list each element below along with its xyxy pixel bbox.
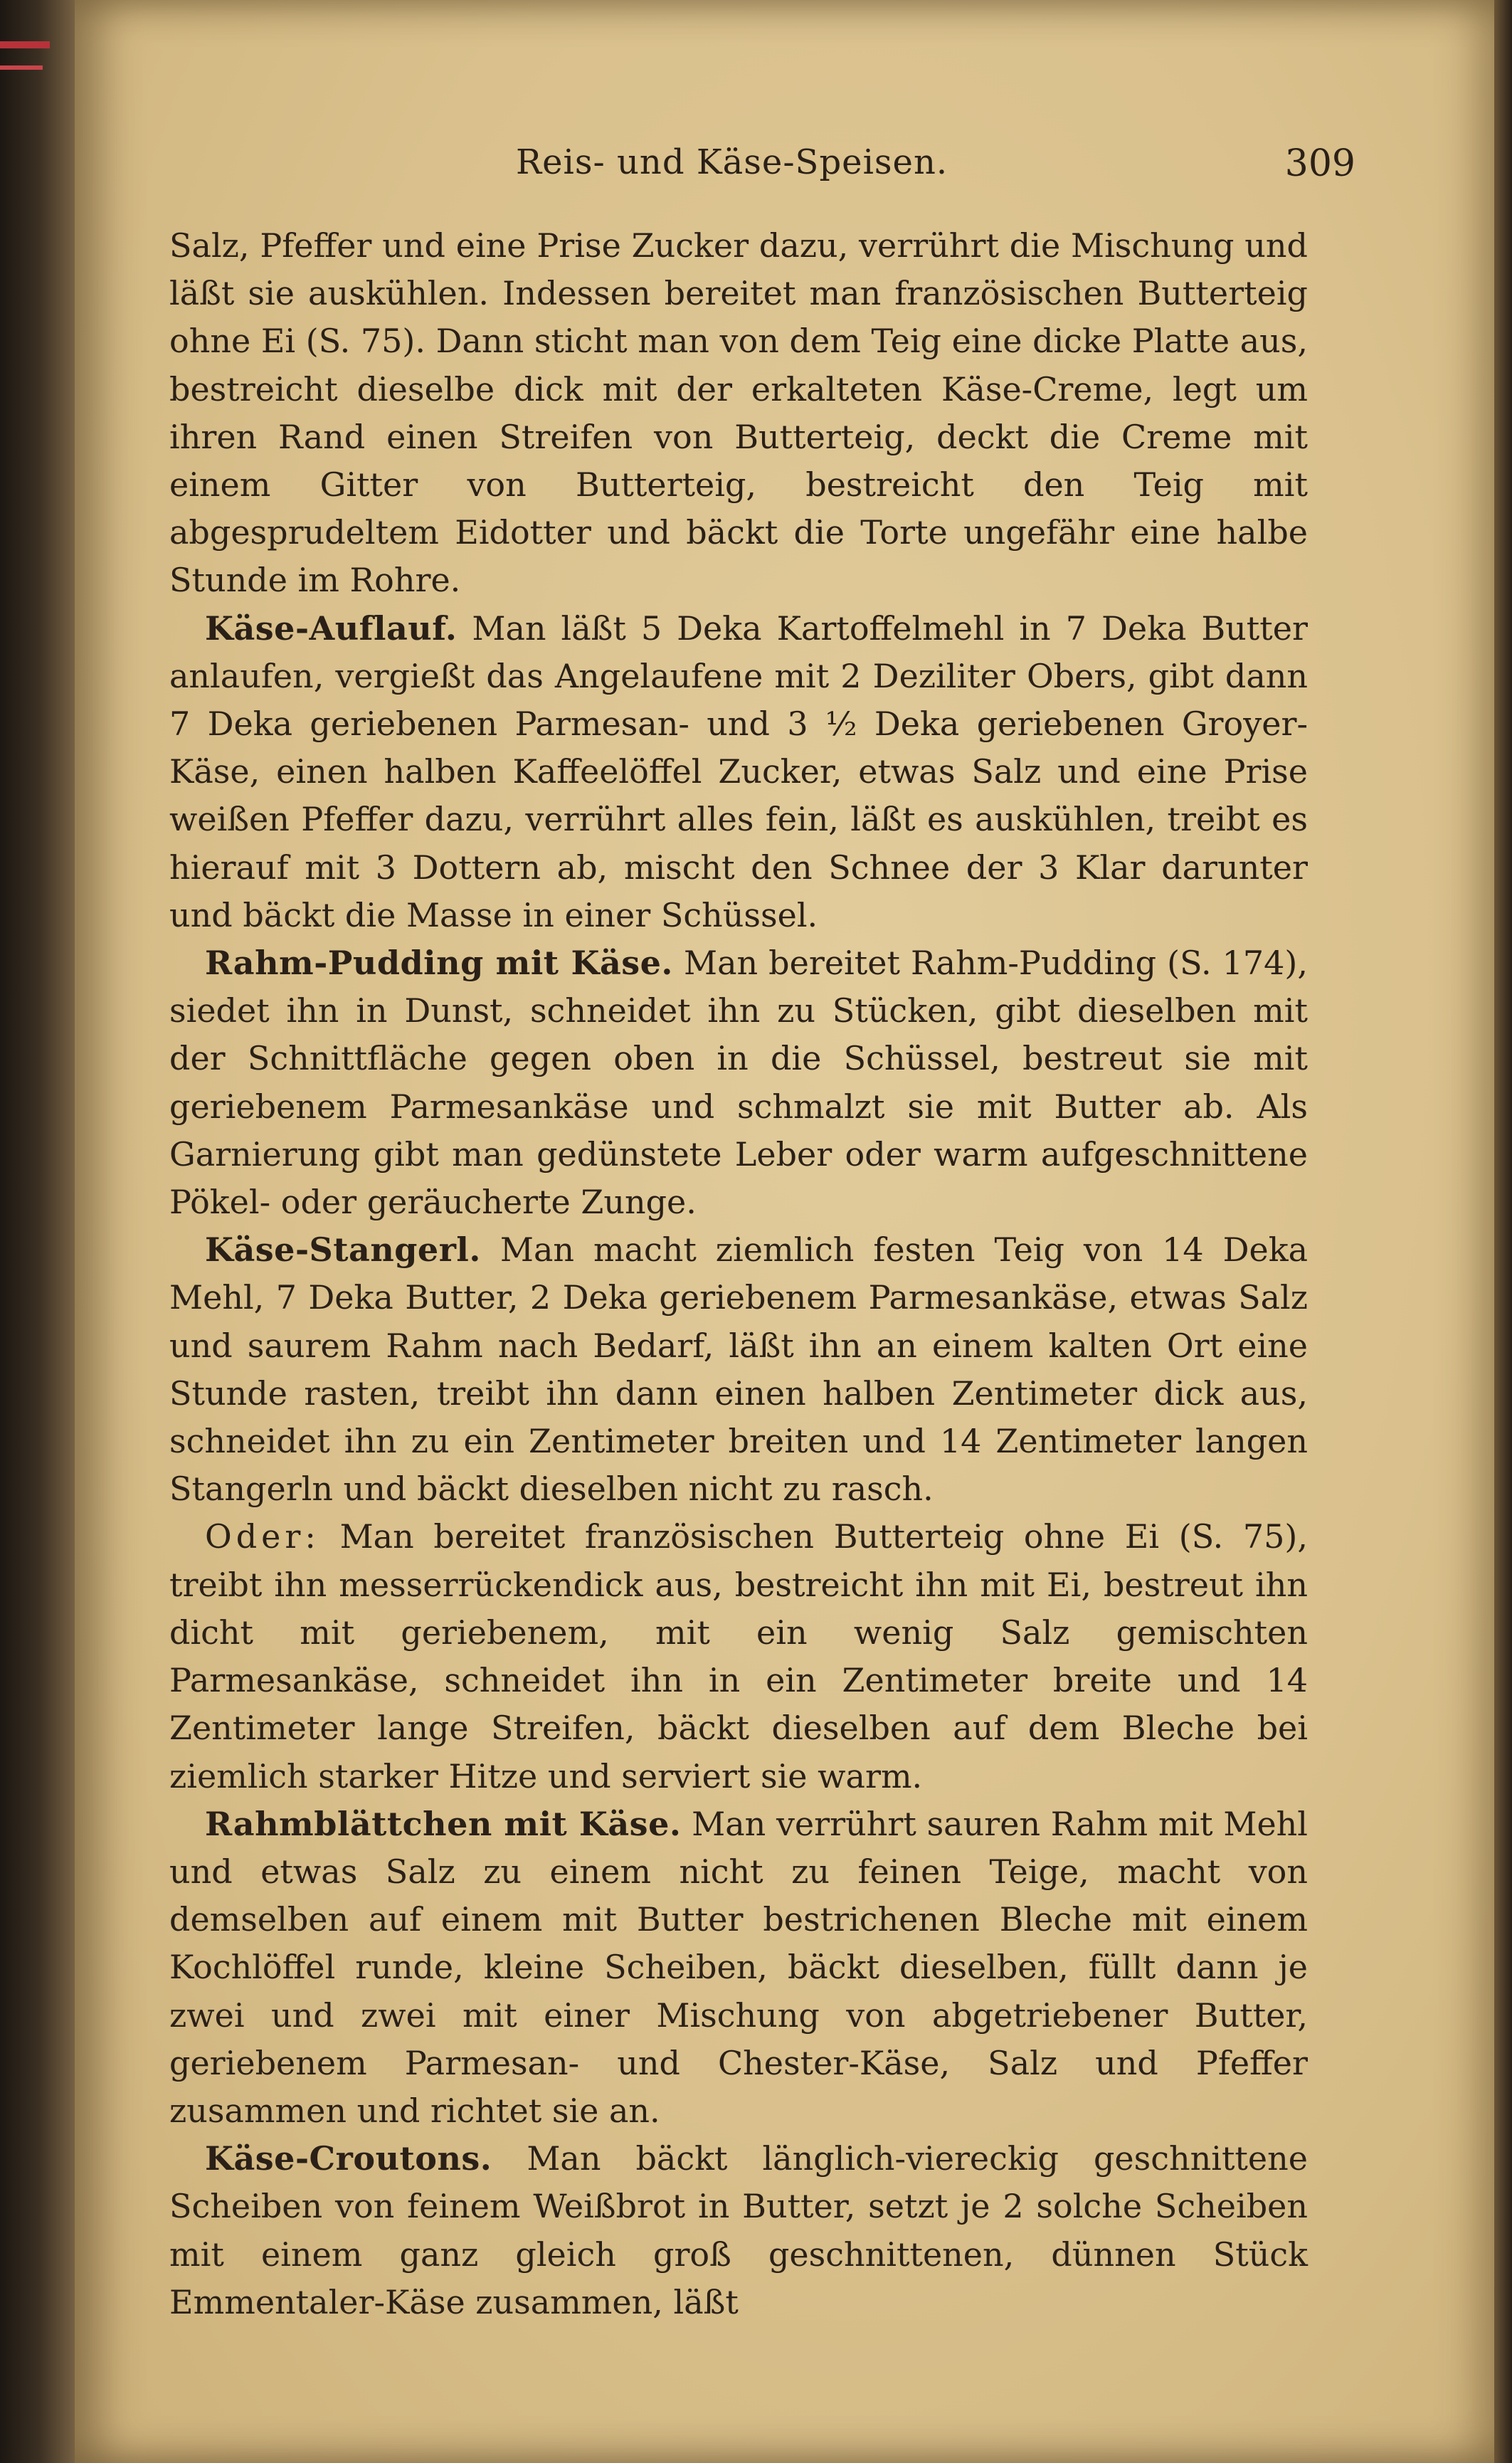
paragraph-continuation xyxy=(169,222,1308,605)
recipe-text: Man läßt 5 Deka Kartoffelmehl in 7 Deka Butter anlaufen, vergießt das Angelaufene mit 2 Deziliter Obers, gibt dann 7 Deka geriebenen Parmesan- und 3 ½ Deka geriebenen Groyer-Käse, einen halben Kaffeelöffel Zucker, etwas Salz und eine Prise weißen Pfeffer dazu, verrührt alles fein, läßt es auskühlen, treibt es hierauf mit 3 Dottern ab, mischt den Schnee der 3 Klar darunter und bäckt die Masse in einer Schüssel. xyxy=(169,608,1308,934)
running-title: Reis- und Käse-Speisen. xyxy=(516,142,948,182)
recipe-kaese-stangerl xyxy=(169,1226,1308,1513)
recipe-heading: Rahmblättchen mit Käse. xyxy=(205,1804,682,1843)
paragraph-text: Salz, Pfeffer und eine Prise Zucker dazu, verrührt die Mischung und läßt sie auskühlen. Indessen bereitet man französischen Butterteig ohne Ei (S. 75). Dann sticht man von dem Teig eine dicke Platte aus, bestreicht dieselbe dick mit der erkalteten Käse-Creme, legt um ihren Rand einen Streifen von Butterteig, deckt die Creme mit einem Gitter von Butterteig, bestreicht den Teig mit abgesprudeltem Eidotter und bäckt die Torte ungefähr eine halbe Stunde im Rohre. xyxy=(169,226,1308,600)
recipe-kaese-auflauf xyxy=(169,605,1308,939)
page-header xyxy=(516,142,1355,192)
page-number: 309 xyxy=(1284,142,1355,185)
recipe-text: Man bereitet französischen Butterteig ohne Ei (S. 75), treibt ihn messerrückendick aus, bestreicht ihn mit Ei, bestreut ihn dicht mit geriebenem, mit ein wenig Salz gemischten Parmesankäse, schneidet ihn in ein Zentimeter breite und 14 Zentimeter lange Streifen, bäckt dieselben auf dem Bleche bei ziemlich starker Hitze und serviert sie warm. xyxy=(169,1517,1309,1795)
recipe-rahm-pudding xyxy=(169,939,1308,1226)
recipe-heading: Rahm-Pudding mit Käse. xyxy=(205,944,673,983)
body-text xyxy=(169,222,1308,2326)
recipe-heading: Käse-Croutons. xyxy=(205,2139,492,2178)
recipe-text: Man bäckt länglich-viereckig geschnittene Scheiben von feinem Weißbrot in Butter, setzt je 2 solche Scheiben mit einem ganz gleich groß geschnittenen, dünnen Stück Emmentaler-Käse zusammen, läßt xyxy=(169,2139,1308,2321)
recipe-heading: Käse-Stangerl. xyxy=(205,1230,481,1270)
recipe-text: Man verrührt sauren Rahm mit Mehl und etwas Salz zu einem nicht zu feinen Teige, macht von demselben auf einem mit Butter bestrichenen Bleche mit einem Kochlöffel runde, kleine Scheiben, bäckt dieselben, füllt dann je zwei und zwei mit einer Mischung von abgetriebener Butter, geriebenem Parmesan- und Chester-Käse, Salz und Pfeffer zusammen und richtet sie an. xyxy=(169,1804,1309,2130)
recipe-text: Man macht ziemlich festen Teig von 14 Deka Mehl, 7 Deka Butter, 2 Deka geriebenem Parmesankäse, etwas Salz und saurem Rahm nach Bedarf, läßt ihn an einem kalten Ort eine Stunde rasten, treibt ihn dann einen halben Zentimeter dick aus, schneidet ihn zu ein Zentimeter breiten und 14 Zentimeter langen Stangerln und bäckt dieselben nicht zu rasch. xyxy=(169,1230,1308,1509)
recipe-rahmblaettchen xyxy=(169,1800,1308,2135)
bookmark-ribbon-thin xyxy=(0,65,43,70)
recipe-text: Man bereitet Rahm-Pudding (S. 174), siedet ihn in Dunst, schneidet ihn zu Stücken, gibt dieselben mit der Schnittfläche gegen oben in die Schüssel, bestreut sie mit geriebenem Parmesankäse und schmalzt sie mit Butter ab. Als Garnierung gibt man gedünstete Leber oder warm aufgeschnittene Pökel- oder geräucherte Zunge. xyxy=(169,944,1308,1222)
recipe-heading: Käse-Auflauf. xyxy=(205,608,458,648)
recipe-kaese-croutons xyxy=(169,2135,1308,2326)
bookmark-ribbon xyxy=(0,41,50,48)
variant-lead: Oder: xyxy=(205,1517,320,1556)
recipe-variant-oder xyxy=(169,1513,1308,1800)
page-edge xyxy=(1494,0,1512,2463)
book-spine xyxy=(0,0,85,2463)
